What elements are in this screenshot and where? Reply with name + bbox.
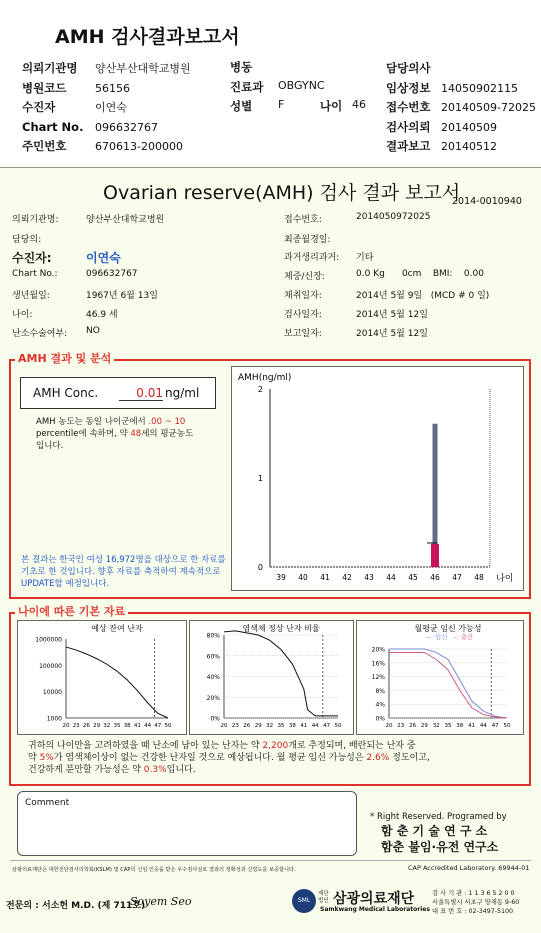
footer-rule [10,860,531,861]
x-tick-label: 20 [62,723,70,729]
y-tick-label: 4% [375,701,385,709]
doctor-text: 전문의 : 서소헌 M.D. (제 711호) [6,901,146,911]
report-title: Ovarian reserve(AMH) 검사 결과 보고서 [103,182,461,204]
x-tick-label: 44 [144,723,152,729]
page-title: AMH 검사결과보고서 [55,26,240,48]
dept-label: 진료과 [230,80,264,94]
y-tick-label: 0% [375,715,385,723]
rights-line2: 함 춘 기 술 연 구 소 [381,824,488,838]
org-info-line: 대 표 번 호 : 02-3497-5100 [432,908,514,915]
y-tick-label: 16% [371,660,385,668]
legend-item: -: 출산 [454,633,474,641]
summary-text: 입니다. [166,765,196,775]
header-label: 접수번호 [386,100,431,114]
desc-text: 세의 평균농도 [141,429,194,439]
chart-title: 예상 잔여 난자 [91,624,143,633]
header-label: 담당의사 [386,61,431,75]
x-tick-label: 44 [479,723,487,729]
sex-value: F [278,98,285,111]
desc-text: AMH 농도는 동일 나이군에서 [36,417,146,427]
org-name: 삼광의료재단 [333,891,415,907]
x-tick-label: 29 [254,723,262,729]
y-tick-label: 1 [257,474,263,483]
summary-text: 가 염색체이상이 없는 건강한 난자일 것으로 예상됩니다. 월 평균 임신 가능성은 [53,753,364,763]
normal-chart-panel [189,620,354,735]
x-tick-label: 39 [276,573,286,582]
report-value: 0.0 Kg 0cm BMI: 0.00 [356,269,484,279]
cert-text: 삼광의료재단은 대한진단검사의학회(KSLM) 및 CAP의 신임 인증을 받은 우수검사실로 결과의 정확성과 신빙도를 보증합니다. [12,867,296,873]
y-tick-label: 100000 [39,662,62,670]
series-line [224,631,338,716]
header-right-values [441,59,536,157]
summary-text: 약 [28,753,37,763]
y-tick-label: 12% [371,674,385,682]
x-tick-label: 41 [133,723,141,729]
signature: Soyem Seo [130,895,192,908]
report-value: 1967년 6월 13일 [86,291,158,301]
report-label: Chart No.: [12,269,58,279]
x-tick-label: 45 [408,573,418,582]
amh-conc-label: AMH Conc. [33,386,99,400]
report-value: 2014년 5월 12일 [356,310,428,320]
desc-text: percentile에 속하며, 약 [36,429,128,439]
header-value: 20140509 [441,120,497,134]
x-tick-label: 41 [320,573,330,582]
report-label: 체중/신장: [284,272,325,282]
summary-eggs: 2,200 [262,741,289,751]
header-value: 56156 [95,81,130,95]
comment-label: Comment [25,798,70,808]
report-label: 의뢰기관명: [12,215,59,225]
header-value: 096632767 [95,120,158,134]
x-tick-label: 35 [277,723,285,729]
x-tick-label: 47 [491,723,499,729]
report-value: 2014년 5월 12일 [356,329,428,339]
x-tick-label: 43 [364,573,374,582]
y-tick-label: 2 [257,385,263,394]
y-tick-label: 0 [257,563,263,572]
summary-birth: 0.3% [143,765,167,775]
report-value [356,232,489,250]
y-tick-label: 20% [206,694,220,702]
patient-name: 이연숙 [86,251,121,265]
report-value [86,232,164,249]
x-tick-label: 50 [164,723,172,729]
summary-preg: 2.6% [366,753,390,763]
legend-item: --: 임신 [426,633,448,641]
report-label: 접수번호: [284,215,322,225]
summary-normal: 5% [39,753,54,763]
x-axis-label: 나이 [496,574,514,584]
report-top-rule [0,167,541,168]
y-tick-label: 10000 [42,689,62,697]
age-label: 나이 [320,99,343,113]
x-tick-label: 23 [231,723,239,729]
org-logo-icon: SML [292,889,316,913]
age-value: 46 [352,98,366,111]
org-info-line: 서울특별시 서초구 양재동 9-60 [432,899,520,906]
report-label: 담당의: [12,235,42,245]
x-tick-label: 47 [452,573,462,582]
amh-bar-chart [232,367,523,590]
summary-text: 정도이고, [392,753,430,763]
y-tick-label: 0% [210,715,220,723]
dept-value: OBGYNC [278,79,325,92]
remaining-eggs-chart [18,621,186,734]
x-tick-label: 32 [432,723,440,729]
org-en: Samkwang Medical Laboratories [320,906,430,913]
header-label: Chart No. [22,119,84,134]
sex-label: 성별 [230,99,253,113]
x-tick-label: 42 [342,573,352,582]
report-label: 난소수술여부: [12,329,68,339]
age-summary [28,740,523,776]
x-tick-label: 47 [154,723,162,729]
report-label: 검사일자: [284,310,322,320]
report-value: 096632767 [86,269,138,279]
chart-title: 월평균 임신 가능성 [414,624,482,633]
y-tick-label: 8% [375,687,385,695]
header-left-values [95,59,191,157]
doc-number: 2014-0010940 [452,196,522,207]
header-label: 수진자 [22,100,56,114]
report-label: 채취일자: [284,291,322,301]
header-left-labels [22,59,83,157]
amh-chart-panel [231,366,524,591]
preg-chart-panel [356,620,524,735]
summary-text: 건강하게 분만할 가능성은 약 [28,765,141,775]
report-label: 최종월경일: [284,235,331,245]
x-tick-label: 32 [266,723,274,729]
x-tick-label: 38 [123,723,131,729]
x-tick-label: 29 [93,723,101,729]
x-tick-label: 50 [503,723,511,729]
y-tick-label: 60% [206,653,220,661]
x-tick-label: 48 [474,573,484,582]
comment-box [17,791,357,856]
x-tick-label: 23 [72,723,80,729]
x-tick-label: 38 [288,723,296,729]
x-tick-label: 26 [243,723,251,729]
org-info-line: 검 사 기 관 : 1 1 3 6 5 2 0 0 [432,890,515,897]
header-value: 양산부산대학교병원 [95,62,191,75]
y-tick-label: 80% [206,632,220,640]
series-line [389,652,507,718]
header-value: 670613-200000 [95,140,183,153]
org-small: 재단 법인 [318,891,329,904]
header-label: 병원코드 [22,80,67,95]
x-tick-label: 50 [334,723,342,729]
series-line [66,647,168,718]
x-tick-label: 29 [420,723,428,729]
x-tick-label: 23 [397,723,405,729]
report-value: 2014050972025 [356,212,431,222]
amh-note: 본 결과는 한국인 여성 16,972명을 대상으로 한 자료를 기초로 한 것입니다. 향후 자료를 축적하여 계속적으로 UPDATE할 예정입니다. [21,555,226,589]
report-value: 양산부산대학교병원 [86,215,165,225]
amh-conc-box [20,377,216,409]
amh-description [36,416,236,452]
report-label: 생년월일: [12,291,50,301]
report-left-labels [12,212,67,345]
eggs-chart-panel [17,620,187,735]
cap-text: CAP Accredited Laboratory. 69944-01 [408,864,530,872]
header-right-labels [386,59,430,157]
report-label: 보고일자: [284,329,322,339]
x-tick-label: 41 [300,723,308,729]
chart-title: 염색체 정상 난자 비율 [242,624,320,633]
header-label: 결과보고 [386,139,431,153]
header-label: 검사의뢰 [386,119,431,134]
x-tick-label: 41 [468,723,476,729]
x-tick-label: 26 [82,723,90,729]
report-left-values [86,212,164,345]
y-tick-label: 40% [206,674,220,681]
x-tick-label: 35 [444,723,452,729]
desc-text: 입니다. [36,441,64,451]
rights-line1: * Right Reserved. Programed by [370,812,507,822]
y-tick-label: 20% [371,646,385,654]
x-tick-label: 32 [103,723,111,729]
report-value: NO [86,326,100,336]
header-value: 20140512 [441,140,497,153]
ward-label: 병동 [230,60,253,74]
y-axis-label: AMH(ng/ml) [238,373,292,383]
header-label: 의뢰기관명 [22,61,78,75]
pregnancy-chance-chart [357,621,523,734]
header-value: 20140509-72025 [441,101,536,114]
report-value: 46.9 세 [86,310,118,320]
y-tick-label: 1000 [46,715,62,723]
header-value: 14050902115 [441,81,518,95]
header-value: 이연숙 [95,101,127,114]
x-tick-label: 35 [113,723,121,729]
rights-line3: 함춘 불임·유전 연구소 [381,840,499,854]
report-right-labels [284,212,339,345]
x-tick-label: 20 [385,723,393,729]
x-tick-label: 47 [323,723,331,729]
bar [431,544,439,567]
report-value: 기타 [356,253,374,263]
x-tick-label: 40 [298,573,308,582]
y-tick-label: 1000000 [35,636,62,644]
report-label: 수진자: [12,251,52,265]
x-tick-label: 38 [456,723,464,729]
x-tick-label: 44 [311,723,319,729]
summary-text: 개로 추정되며, 배란되는 난자 중 [288,741,416,751]
header-label: 임상정보 [386,80,431,95]
normal-egg-ratio-chart [190,621,353,734]
header-value [441,59,536,79]
report-label: 나이: [12,310,33,320]
desc-range: .00 ~ 10 [148,417,186,427]
amh-section-title: AMH 결과 및 분석 [15,350,114,366]
report-value: 2014년 5월 9일 (MCD # 0 일) [356,291,490,301]
desc-pct: 48 [130,429,142,439]
series-line [389,649,507,718]
x-tick-label: 20 [220,723,228,729]
summary-text: 귀하의 나이만을 고려하였을 때 난소에 남아 있는 난자는 약 [28,741,260,751]
age-section-title: 나이에 따른 기본 자료 [15,603,128,619]
org-info [432,889,519,916]
x-tick-label: 44 [386,573,396,582]
amh-conc-unit: ng/ml [165,386,200,400]
report-label: 과거생리과거: [284,253,340,263]
amh-conc-value: 0.01 [119,386,163,401]
report-right-values [356,212,489,345]
x-tick-label: 26 [409,723,417,729]
header-label: 주민번호 [22,139,67,153]
x-tick-label: 46 [430,573,440,582]
